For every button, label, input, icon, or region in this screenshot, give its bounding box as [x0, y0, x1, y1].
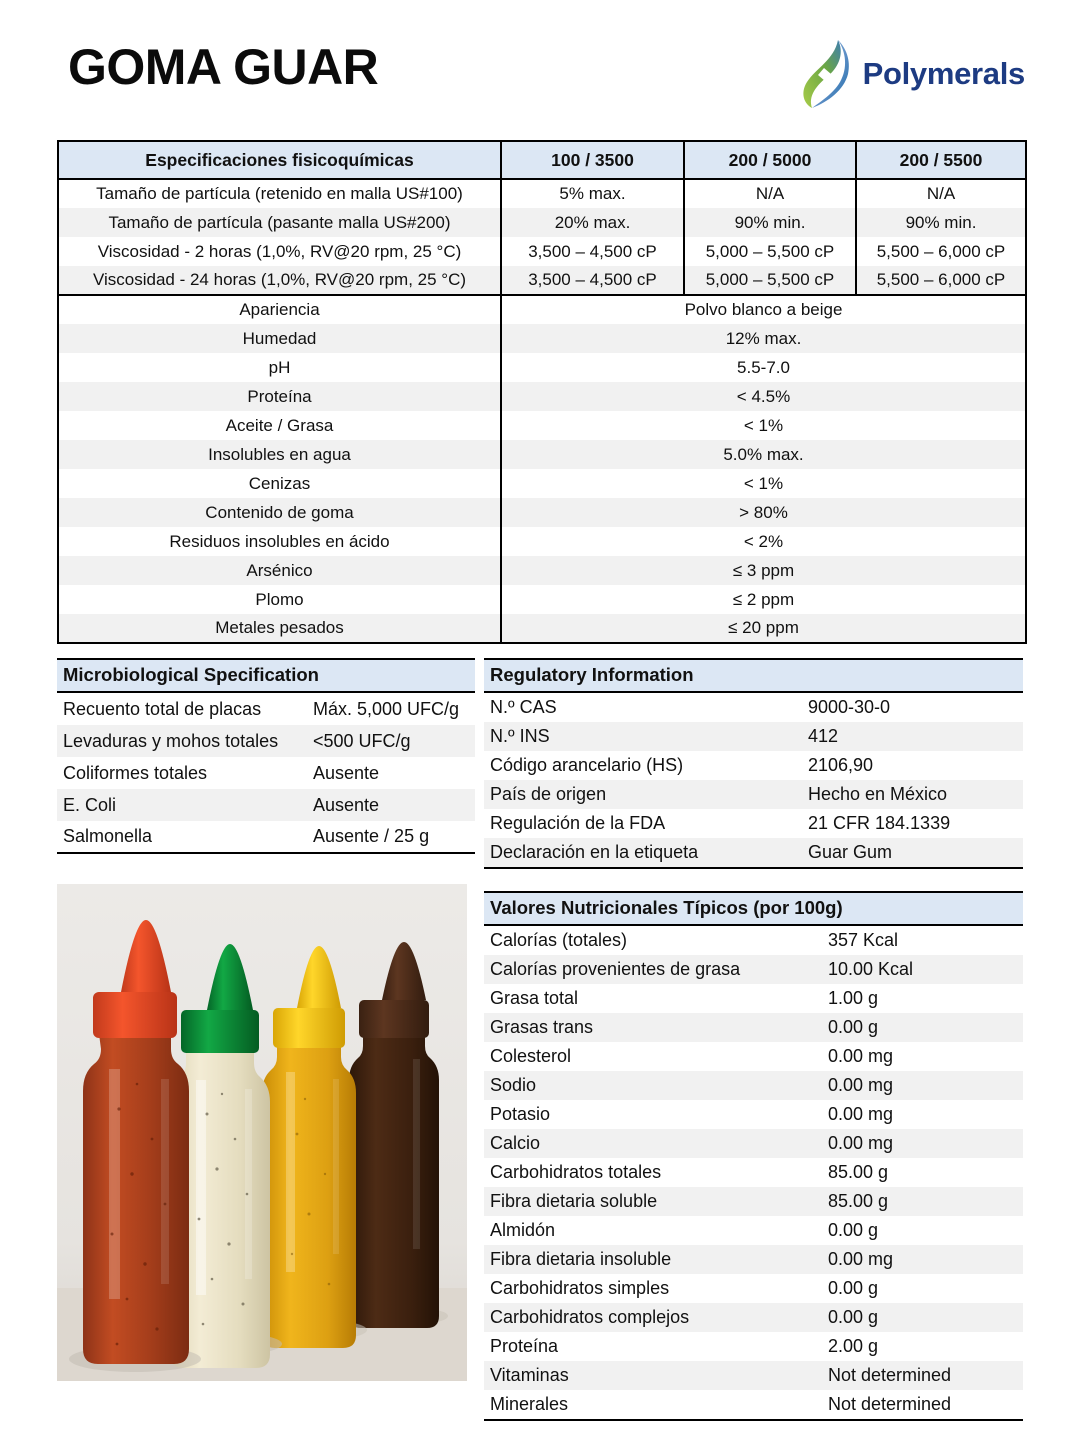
nutritional-values-table [484, 891, 1023, 1421]
nutrition-title: Valores Nutricionales Típicos (por 100g) [484, 891, 1023, 926]
nutrition-label: Grasa total [490, 988, 579, 1008]
nutrition-value: 1.00 g [828, 988, 879, 1008]
nutrition-value: 0.00 mg [828, 1104, 894, 1124]
table-row [58, 179, 1026, 208]
spec-value-common: ≤ 2 ppm [501, 585, 1026, 614]
regulatory-information-table [484, 658, 1023, 869]
spec-label: Tamaño de partícula (retenido en malla US#100) [58, 179, 501, 208]
column-header-grade-1: 100 / 3500 [501, 141, 684, 179]
table-row [484, 1390, 1023, 1420]
table-row [58, 440, 1026, 469]
spec-value-grade-2: 5,000 – 5,500 cP [684, 237, 856, 266]
table-row [484, 809, 1023, 838]
spec-label: Viscosidad - 24 horas (1,0%, RV@20 rpm, 25 °C) [58, 266, 501, 295]
spec-value-grade-1: 20% max. [501, 208, 684, 237]
microbiological-value: <500 UFC/g [307, 725, 475, 757]
spec-label: Apariencia [58, 295, 501, 324]
nutrition-label: Carbohidratos simples [490, 1278, 670, 1298]
regulatory-value: 21 CFR 184.1339 [808, 813, 951, 833]
microbiological-value: Ausente / 25 g [307, 821, 475, 853]
nutrition-value: Not determined [822, 1361, 1023, 1390]
table-row [484, 838, 1023, 868]
spec-label: Insolubles en agua [58, 440, 501, 469]
table-row [57, 725, 475, 757]
table-row [484, 984, 1023, 1013]
table-row [484, 722, 1023, 751]
table-row [58, 585, 1026, 614]
spec-label: Viscosidad - 2 horas (1,0%, RV@20 rpm, 25 °C) [58, 237, 501, 266]
table-row [484, 1187, 1023, 1216]
microbiological-label: Recuento total de placas [63, 698, 262, 719]
spec-value-grade-3: 90% min. [856, 208, 1026, 237]
nutrition-value: 0.00 g [828, 1278, 879, 1298]
spec-value-common: Polvo blanco a beige [501, 295, 1026, 324]
regulatory-value: 9000-30-0 [808, 697, 891, 717]
nutrition-value: 10.00 Kcal [822, 955, 1023, 984]
table-row [484, 1071, 1023, 1100]
spec-label: Cenizas [58, 469, 501, 498]
microbiological-specification-table [57, 658, 475, 854]
nutrition-label: Minerales [484, 1390, 822, 1420]
microbiological-title: Microbiological Specification [57, 658, 475, 693]
product-photo [57, 884, 467, 1381]
nutrition-label: Grasas trans [484, 1013, 822, 1042]
regulatory-value: Hecho en México [802, 780, 1023, 809]
nutrition-value: 0.00 g [822, 1303, 1023, 1332]
spec-label: Metales pesados [58, 614, 501, 643]
nutrition-value: 0.00 mg [822, 1071, 1023, 1100]
regulatory-label: N.º CAS [490, 697, 557, 717]
regulatory-label: País de origen [484, 780, 802, 809]
regulatory-label: Código arancelario (HS) [490, 755, 684, 775]
nutrition-label: Proteína [490, 1336, 559, 1356]
table-row [58, 556, 1026, 585]
nutrition-value: Not determined [822, 1390, 1023, 1420]
table-row [58, 324, 1026, 353]
table-row [484, 1158, 1023, 1187]
microbiological-value: Ausente [307, 789, 475, 821]
regulatory-label: Regulación de la FDA [490, 813, 666, 833]
table-row [58, 208, 1026, 237]
nutrition-label: Calorías (totales) [490, 930, 628, 950]
table-row [484, 1100, 1023, 1129]
spec-label: Aceite / Grasa [58, 411, 501, 440]
spec-value-common: < 1% [501, 411, 1026, 440]
table-row [484, 955, 1023, 984]
microbiological-value: Máx. 5,000 UFC/g [313, 698, 460, 719]
table-row [484, 1129, 1023, 1158]
table-row [484, 693, 1023, 722]
nutrition-label: Calcio [484, 1129, 822, 1158]
table-row [58, 498, 1026, 527]
spec-value-grade-3: 5,500 – 6,000 cP [856, 266, 1026, 295]
regulatory-label: Declaración en la etiqueta [484, 838, 802, 868]
spec-value-grade-1: 3,500 – 4,500 cP [501, 266, 684, 295]
sauce-bottles-image [57, 884, 467, 1381]
nutrition-value: 85.00 g [822, 1187, 1023, 1216]
table-row [58, 382, 1026, 411]
table-row [58, 295, 1026, 324]
spec-value-common: > 80% [501, 498, 1026, 527]
microbiological-label: E. Coli [57, 789, 307, 821]
spec-label: Tamaño de partícula (pasante malla US#200) [58, 208, 501, 237]
nutrition-label: Calorías provenientes de grasa [484, 955, 822, 984]
regulatory-title: Regulatory Information [484, 658, 1023, 693]
spec-value-grade-2: 5,000 – 5,500 cP [684, 266, 856, 295]
nutrition-label: Sodio [484, 1071, 822, 1100]
spec-value-grade-3: N/A [856, 179, 1026, 208]
table-row [484, 1013, 1023, 1042]
page-title: GOMA GUAR [68, 39, 379, 95]
regulatory-value: 2106,90 [808, 755, 874, 775]
table-row [57, 757, 475, 789]
table-row [484, 780, 1023, 809]
physicochemical-specifications-table [57, 140, 1025, 644]
spec-value-common: ≤ 3 ppm [501, 556, 1026, 585]
spec-value-grade-2: N/A [684, 179, 856, 208]
table-row [58, 266, 1026, 295]
regulatory-value: Guar Gum [802, 838, 1023, 868]
nutrition-label: Carbohidratos complejos [484, 1303, 822, 1332]
spec-value-common: < 4.5% [501, 382, 1026, 411]
table-row [58, 614, 1026, 643]
nutrition-label: Fibra dietaria soluble [484, 1187, 822, 1216]
brand-name: Polymerals [862, 56, 1025, 91]
table-row [58, 353, 1026, 382]
microbiological-label: Coliformes totales [63, 762, 208, 783]
table-row [484, 1361, 1023, 1390]
table-row [57, 821, 475, 853]
table-row [484, 1332, 1023, 1361]
regulatory-value: 412 [802, 722, 1023, 751]
spec-value-grade-2: 90% min. [684, 208, 856, 237]
spec-label: Residuos insolubles en ácido [58, 527, 501, 556]
table-row [484, 1274, 1023, 1303]
polymerals-leaf-icon [794, 38, 854, 110]
spec-value-common: 5.5-7.0 [501, 353, 1026, 382]
spec-value-common: 5.0% max. [501, 440, 1026, 469]
spec-label: pH [58, 353, 501, 382]
spec-label: Humedad [58, 324, 501, 353]
spec-label: Contenido de goma [58, 498, 501, 527]
microbiological-value: Ausente [313, 762, 380, 783]
table-row [484, 751, 1023, 780]
table-row [484, 1303, 1023, 1332]
nutrition-value: 2.00 g [828, 1336, 879, 1356]
spec-value-common: < 1% [501, 469, 1026, 498]
nutrition-label: Colesterol [490, 1046, 572, 1066]
column-header-spec: Especificaciones fisicoquímicas [58, 141, 501, 179]
microbiological-label: Levaduras y mohos totales [57, 725, 307, 757]
table-row [484, 926, 1023, 955]
nutrition-value: 357 Kcal [828, 930, 899, 950]
brand-logo [794, 38, 1025, 110]
nutrition-label: Almidón [490, 1220, 556, 1240]
regulatory-label: N.º INS [484, 722, 802, 751]
nutrition-label: Carbohidratos totales [490, 1162, 662, 1182]
spec-label: Arsénico [58, 556, 501, 585]
column-header-grade-3: 200 / 5500 [856, 141, 1026, 179]
table-row [57, 789, 475, 821]
nutrition-value: 0.00 mg [828, 1046, 894, 1066]
spec-value-grade-1: 3,500 – 4,500 cP [501, 237, 684, 266]
nutrition-value: 85.00 g [828, 1162, 889, 1182]
spec-value-common: 12% max. [501, 324, 1026, 353]
spec-label: Plomo [58, 585, 501, 614]
table-row [484, 1042, 1023, 1071]
nutrition-label: Vitaminas [484, 1361, 822, 1390]
nutrition-value: 0.00 mg [822, 1245, 1023, 1274]
spec-value-grade-1: 5% max. [501, 179, 684, 208]
column-header-grade-2: 200 / 5000 [684, 141, 856, 179]
table-row [484, 1216, 1023, 1245]
table-row [484, 1245, 1023, 1274]
spec-value-common: < 2% [501, 527, 1026, 556]
table-row [58, 527, 1026, 556]
nutrition-label: Fibra dietaria insoluble [484, 1245, 822, 1274]
microbiological-label: Salmonella [57, 821, 307, 853]
spec-label: Proteína [58, 382, 501, 411]
nutrition-label: Potasio [490, 1104, 551, 1124]
document-header [0, 0, 1080, 125]
nutrition-value: 0.00 g [828, 1220, 879, 1240]
table-row [57, 693, 475, 725]
table-row [58, 469, 1026, 498]
table-row [58, 411, 1026, 440]
table-header-row [58, 141, 1026, 179]
nutrition-value: 0.00 mg [822, 1129, 1023, 1158]
table-row [58, 237, 1026, 266]
spec-value-grade-3: 5,500 – 6,000 cP [856, 237, 1026, 266]
nutrition-value: 0.00 g [822, 1013, 1023, 1042]
spec-value-common: ≤ 20 ppm [501, 614, 1026, 643]
